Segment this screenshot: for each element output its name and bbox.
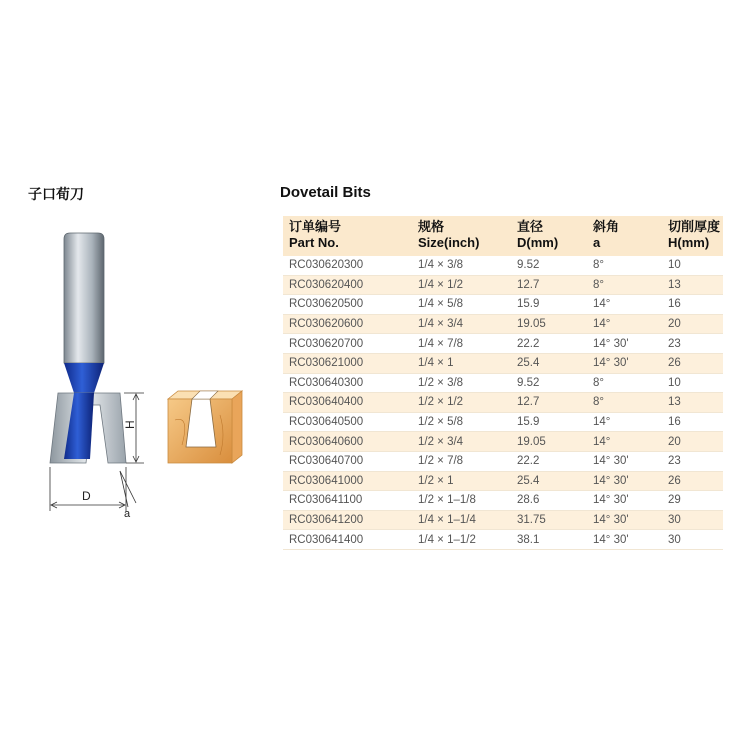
cell-diameter: 15.9 (511, 295, 587, 315)
cell-angle: 14° 30' (587, 334, 662, 354)
table-row (283, 295, 723, 315)
cell-angle: 14° (587, 295, 662, 315)
cell-diameter: 31.75 (511, 510, 587, 530)
cell-part-no: RC030641100 (283, 491, 412, 511)
cell-part-no: RC030620700 (283, 334, 412, 354)
cell-diameter: 19.05 (511, 432, 587, 452)
cell-size: 1/2 × 1 (412, 471, 511, 491)
table-row (283, 510, 723, 530)
cell-size: 1/4 × 5/8 (412, 295, 511, 315)
cell-height: 13 (662, 393, 723, 413)
cell-height: 30 (662, 530, 723, 550)
cell-part-no: RC030641200 (283, 510, 412, 530)
header-cut-height (662, 216, 723, 256)
cell-part-no: RC030620400 (283, 275, 412, 295)
cell-angle: 8° (587, 256, 662, 275)
cell-part-no: RC030641400 (283, 530, 412, 550)
cell-size: 1/4 × 1–1/2 (412, 530, 511, 550)
cell-size: 1/2 × 3/8 (412, 373, 511, 393)
cell-height: 20 (662, 432, 723, 452)
cell-angle: 8° (587, 373, 662, 393)
cell-size: 1/2 × 7/8 (412, 451, 511, 471)
cell-diameter: 22.2 (511, 451, 587, 471)
header-angle-en: a (593, 235, 601, 250)
table-row (283, 451, 723, 471)
header-part-no-cn: 订单编号 (289, 219, 342, 234)
header-size-en: Size(inch) (418, 235, 480, 250)
table-row (283, 256, 723, 275)
table-row (283, 393, 723, 413)
cell-diameter: 28.6 (511, 491, 587, 511)
cell-part-no: RC030620500 (283, 295, 412, 315)
cell-angle: 14° 30' (587, 510, 662, 530)
cell-part-no: RC030640300 (283, 373, 412, 393)
cell-angle: 8° (587, 275, 662, 295)
cell-height: 30 (662, 510, 723, 530)
bit-cutting-head (50, 393, 126, 463)
cell-angle: 14° 30' (587, 530, 662, 550)
header-diameter-cn: 直径 (517, 219, 544, 234)
cell-angle: 14° 30' (587, 471, 662, 491)
cell-height: 16 (662, 412, 723, 432)
header-diameter (511, 216, 587, 256)
height-label: H (123, 420, 137, 429)
cell-diameter: 9.52 (511, 256, 587, 275)
specification-table (283, 216, 723, 550)
diameter-label: D (82, 489, 91, 503)
table-row (283, 491, 723, 511)
cell-part-no: RC030621000 (283, 353, 412, 373)
cell-angle: 14° 30' (587, 491, 662, 511)
header-part-no-en: Part No. (289, 235, 339, 250)
product-title-english: Dovetail Bits (280, 184, 371, 201)
header-diameter-en: D(mm) (517, 235, 559, 250)
cell-height: 20 (662, 314, 723, 334)
header-cut-height-cn: 切削厚度 (668, 219, 721, 234)
table-row (283, 334, 723, 354)
cell-size: 1/2 × 5/8 (412, 412, 511, 432)
table-row (283, 275, 723, 295)
cell-height: 10 (662, 373, 723, 393)
cell-part-no: RC030620600 (283, 314, 412, 334)
cell-part-no: RC030620300 (283, 256, 412, 275)
cell-angle: 14° (587, 432, 662, 452)
angle-dimension (120, 471, 136, 507)
cell-part-no: RC030640400 (283, 393, 412, 413)
cell-part-no: RC030641000 (283, 471, 412, 491)
table-row (283, 471, 723, 491)
bit-neck (64, 363, 104, 393)
header-size (412, 216, 511, 256)
cell-angle: 14° (587, 314, 662, 334)
cell-diameter: 22.2 (511, 334, 587, 354)
header-size-cn: 规格 (418, 219, 445, 234)
cell-angle: 14° 30' (587, 451, 662, 471)
header-angle-cn: 斜角 (593, 219, 620, 234)
cell-angle: 14° (587, 412, 662, 432)
header-cut-height-en: H(mm) (668, 235, 710, 250)
cell-height: 16 (662, 295, 723, 315)
cell-angle: 8° (587, 393, 662, 413)
cell-diameter: 9.52 (511, 373, 587, 393)
header-part-no (283, 216, 412, 256)
cell-angle: 14° 30' (587, 353, 662, 373)
bit-shank (64, 233, 104, 363)
cell-size: 1/4 × 3/8 (412, 256, 511, 275)
cell-height: 23 (662, 334, 723, 354)
angle-label: a (124, 508, 131, 520)
dovetail-bit-diagram (20, 215, 270, 525)
wood-block-icon (168, 391, 242, 463)
table-row (283, 530, 723, 550)
cell-height: 26 (662, 353, 723, 373)
table-header-row (283, 216, 723, 256)
cell-diameter: 19.05 (511, 314, 587, 334)
cell-size: 1/2 × 1/2 (412, 393, 511, 413)
table-row (283, 432, 723, 452)
cell-size: 1/2 × 3/4 (412, 432, 511, 452)
cell-part-no: RC030640500 (283, 412, 412, 432)
cell-height: 23 (662, 451, 723, 471)
cell-size: 1/4 × 1 (412, 353, 511, 373)
cell-size: 1/4 × 3/4 (412, 314, 511, 334)
product-title-chinese: 子口荀刀 (28, 186, 84, 202)
cell-diameter: 12.7 (511, 393, 587, 413)
cell-height: 13 (662, 275, 723, 295)
table-row (283, 353, 723, 373)
cell-height: 10 (662, 256, 723, 275)
header-angle (587, 216, 662, 256)
cell-height: 26 (662, 471, 723, 491)
cell-diameter: 15.9 (511, 412, 587, 432)
cell-size: 1/2 × 1–1/8 (412, 491, 511, 511)
cell-size: 1/4 × 7/8 (412, 334, 511, 354)
table-row (283, 373, 723, 393)
cell-diameter: 38.1 (511, 530, 587, 550)
table-row (283, 412, 723, 432)
cell-diameter: 25.4 (511, 353, 587, 373)
cell-diameter: 12.7 (511, 275, 587, 295)
cell-diameter: 25.4 (511, 471, 587, 491)
cell-part-no: RC030640700 (283, 451, 412, 471)
cell-height: 29 (662, 491, 723, 511)
cell-part-no: RC030640600 (283, 432, 412, 452)
table-row (283, 314, 723, 334)
cell-size: 1/4 × 1–1/4 (412, 510, 511, 530)
cell-size: 1/4 × 1/2 (412, 275, 511, 295)
